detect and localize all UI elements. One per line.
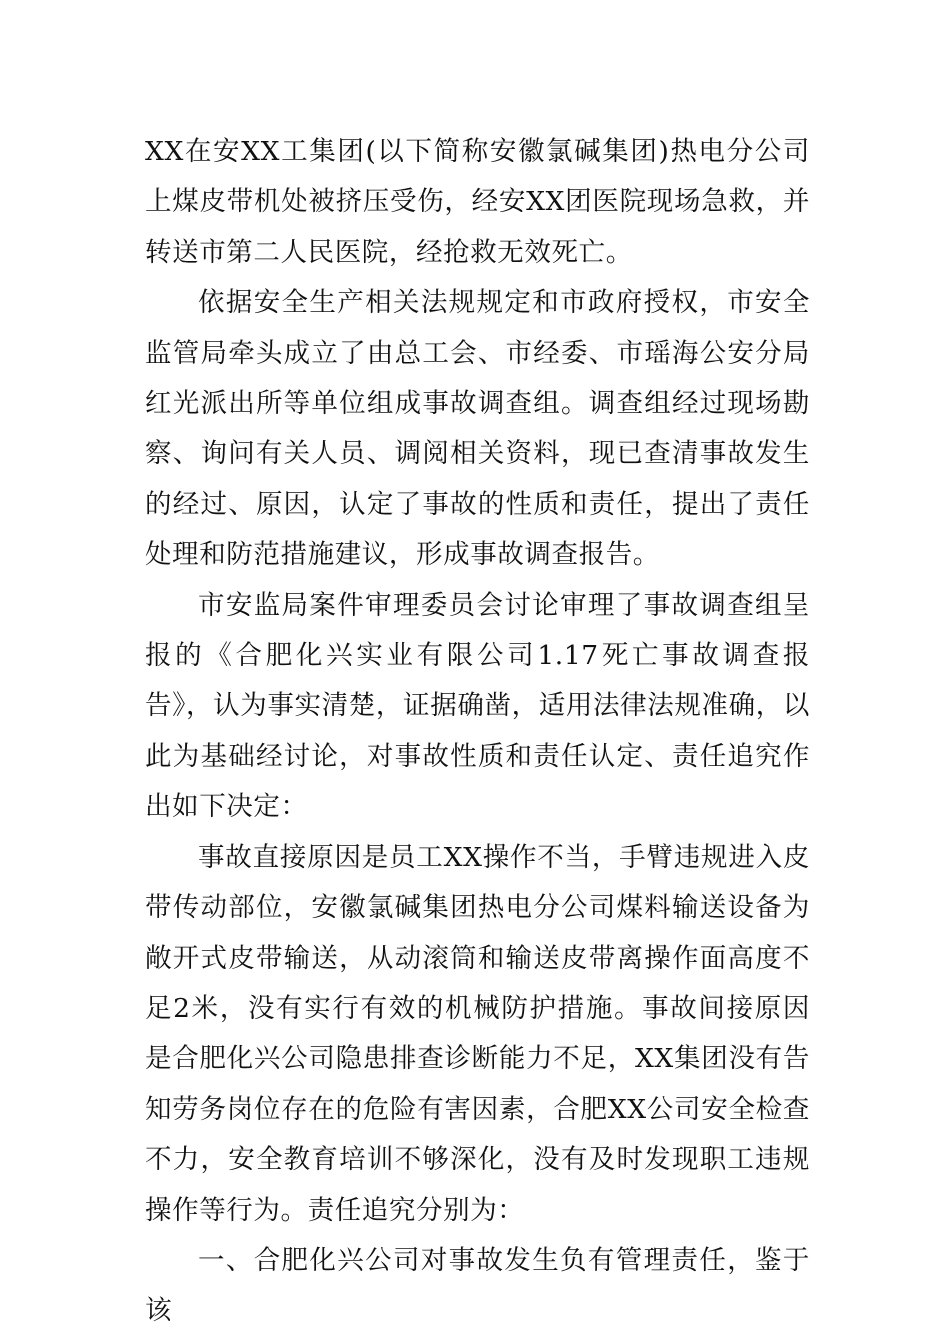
paragraph-1: XX在安XX工集团(以下简称安徽氯碱集团)热电分公司上煤皮带机处被挤压受伤，经安XX团医院现场急救，并转送市第二人民医院，经抢救无效死亡。 [145,136,810,268]
paragraph-5: 一、合肥化兴公司对事故发生负有管理责任，鉴于该 [145,1244,810,1327]
paragraph-4: 事故直接原因是员工XX操作不当，手臂违规进入皮带传动部位，安徽氯碱集团热电分公司煤料输送设备为敞开式皮带输送，从动滚筒和输送皮带离操作面高度不足2米，没有实行有效的机械防护措施。事故间接原因是合肥化兴公司隐患排查诊断能力不足，XX集团没有告知劳务岗位存在的危险有害因素，合肥XX公司安全检查不力，安全教育培训不够深化，没有及时发现职工违规操作等行为。责任追究分别为： [145,841,810,1226]
paragraph-2: 依据安全生产相关法规规定和市政府授权，市安全监管局牵头成立了由总工会、市经委、市瑶海公安分局红光派出所等单位组成事故调查组。调查组经过现场勘察、询问有关人员、调阅相关资料，现已查清事故发生的经过、原因，认定了事故的性质和责任，提出了责任处理和防范措施建议，形成事故调查报告。 [145,287,810,571]
document-body [145,127,810,1337]
paragraph-3: 市安监局案件审理委员会讨论审理了事故调查组呈报的《合肥化兴实业有限公司1.17死亡事故调查报告》，认为事实清楚，证据确凿，适用法律法规准确，以此为基础经讨论，对事故性质和责任认定、责任追究作出如下决定： [145,589,810,823]
